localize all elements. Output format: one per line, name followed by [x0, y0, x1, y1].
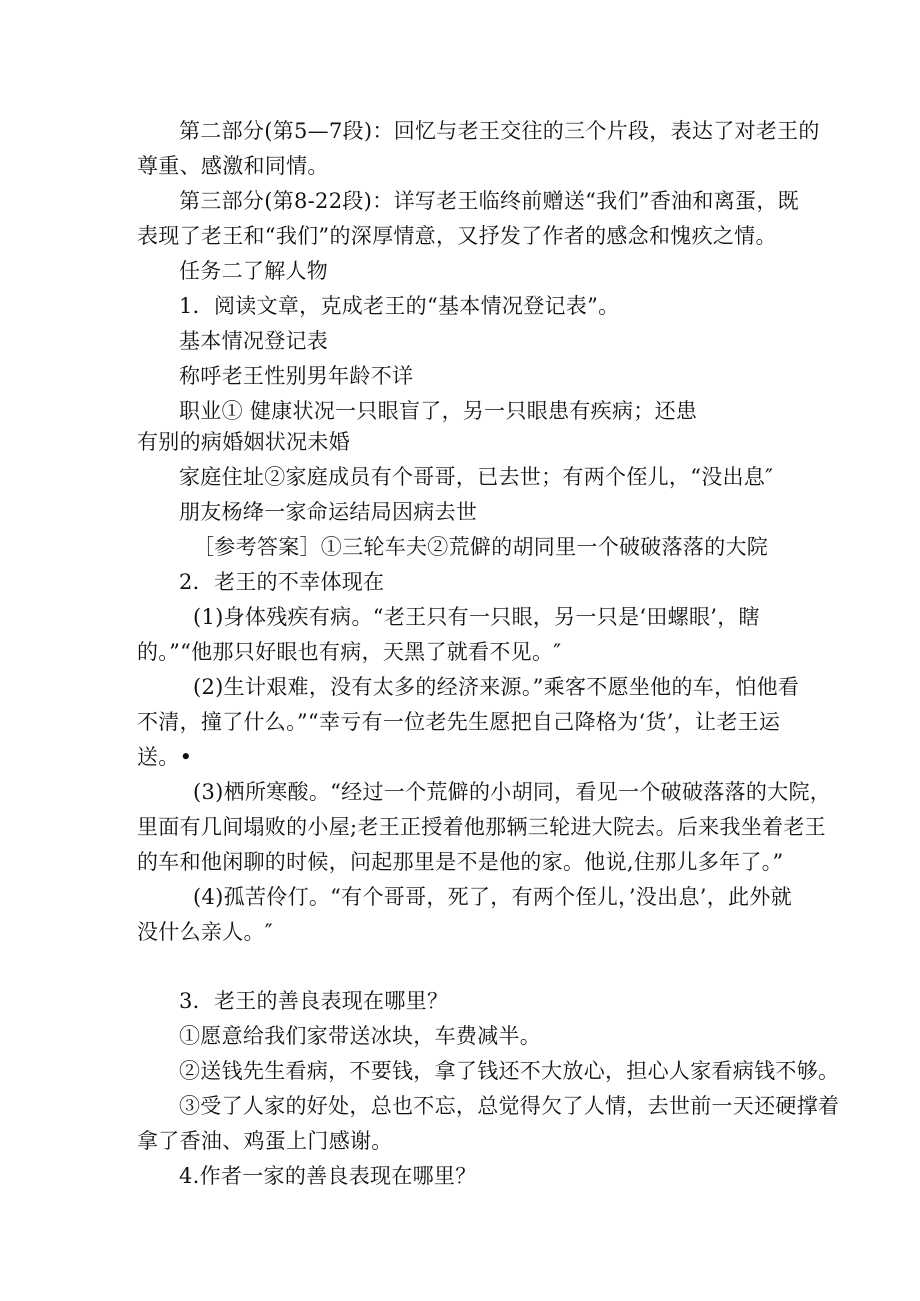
- text-line: 有别的病婚姻状况未婚: [137, 430, 350, 454]
- text-line: 的。”“他那只好眼也有病，天黑了就看不见。″: [137, 640, 562, 664]
- question-heading: 1．阅读文章，克成老王的“基本情况登记表”。: [179, 294, 620, 318]
- text-line: ③受了人家的好处，总也不忘，总觉得欠了人情，去世前一天还硬撑着: [179, 1094, 840, 1118]
- text-line: (4)孤苦伶仃。“有个哥哥，死了，有两个侄儿，’没出息’，此外就: [193, 885, 792, 909]
- question-heading: 2．老王的不幸体现在: [179, 570, 385, 594]
- text-line: 第二部分(第5—7段)：回忆与老王交往的三个片段，表达了对老王的: [179, 119, 820, 143]
- text-line: 朋友杨绛一家命运结局因病去世: [179, 500, 478, 524]
- text-line: 拿了香油、鸡蛋上门感谢。: [137, 1129, 393, 1153]
- text-line: ①愿意给我们家带送冰块，车费减半。: [179, 1024, 542, 1048]
- text-line: (1)身体残疾有病。“老王只有一只眼，另一只是‘田螺眼’，瞎: [193, 605, 760, 629]
- question-heading: 4.作者一家的善良表现在哪里？: [179, 1164, 477, 1188]
- text-line: 的车和他闲聊的时候，问起那里是不是他的家。他说,住那儿多年了。”: [137, 850, 784, 874]
- reference-answer: ［参考答案］①三轮车夫②荒僻的胡同里一个破破落落的大院: [193, 535, 769, 559]
- text-line: ②送钱先生看病，不要钱，拿了钱还不大放心，担心人家看病钱不够。: [179, 1059, 840, 1083]
- text-line: (3)栖所寒酸。“经过一个荒僻的小胡同，看见一个破破落落的大院，: [193, 780, 832, 804]
- text-line: 不清，撞了什么。”“幸亏有一位老先生愿把自己降格为‘货’，让老王运: [137, 710, 781, 734]
- section-heading: 任务二了解人物: [179, 259, 329, 283]
- text-line: (2)生计艰难，没有太多的经济来源。”乘客不愿坐他的车，怕他看: [193, 675, 800, 699]
- text-line: 送。•: [137, 745, 193, 769]
- text-line: 称呼老王性别男年龄不详: [179, 364, 414, 388]
- text-line: 第三部分(第8-22段)：详写老王临终前赠送“我们”香油和离蛋，既: [179, 189, 799, 213]
- text-line: 职业① 健康状况一只眼盲了，另一只眼患有疾病；还患: [179, 399, 698, 423]
- text-line: 里面有几间塌败的小屋;老王正授着他那辆三轮进大院去。后来我坐着老王: [137, 815, 826, 839]
- text-line: 家庭住址②家庭成员有个哥哥，已去世；有两个侄儿，“没出息″: [179, 465, 774, 489]
- text-line: 基本情况登记表: [179, 329, 329, 353]
- text-line: 尊重、感激和同情。: [137, 154, 329, 178]
- text-line: 表现了老王和“我们”的深厚情意，又抒发了作者的感念和愧疚之情。: [137, 224, 777, 248]
- text-line: 没什么亲人。″: [137, 920, 273, 944]
- question-heading: 3．老王的善良表现在哪里？: [179, 989, 449, 1013]
